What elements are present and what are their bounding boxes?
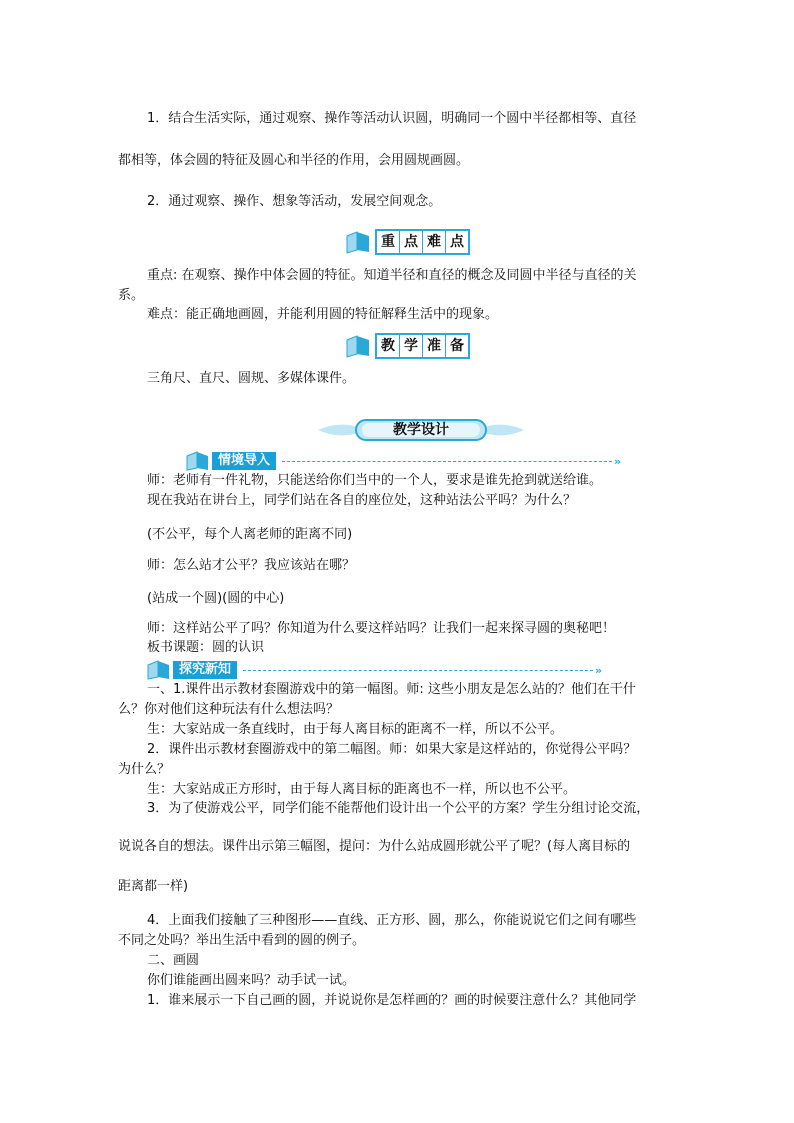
badge-char: 难 (423, 231, 446, 253)
difficulty-line: 难点：能正确地画圆，并能利用圆的特征解释生活中的现象。 (147, 307, 499, 322)
book-icon (186, 451, 210, 471)
preparation-badge (375, 333, 470, 359)
explore-line: 3．为了使游戏公平，同学们能不能帮他们设计出一个公平的方案？学生分组讨论交流， (147, 801, 650, 816)
explore-line: 为什么？ (118, 762, 171, 777)
dialog-line: 板书课题：圆的认识 (147, 640, 265, 655)
dialog-line: (站成一个圆)(圆的中心) (147, 591, 285, 606)
badge-char: 准 (423, 335, 446, 357)
explore-line: 么？你对他们这种玩法有什么想法吗？ (118, 702, 340, 717)
divider (282, 461, 612, 462)
explore-line: 1．谁来展示一下自己画的圆，并说说你是怎样画的？画的时候要注意什么？其他同学 (147, 993, 637, 1008)
badge-char: 学 (400, 335, 423, 357)
preparation-text: 三角尺、直尺、圆规、多媒体课件。 (147, 371, 356, 386)
intro-tag (186, 451, 621, 471)
explore-line: 你们谁能画出圆来吗？动手试一试。 (147, 973, 356, 988)
explore-tag-label: 探究新知 (173, 661, 237, 679)
explore-line: 不同之处吗？举出生活中看到的圆的例子。 (118, 933, 366, 948)
key-points-badge (375, 229, 470, 255)
banner-title: 教学设计 (393, 422, 449, 438)
book-icon (345, 230, 371, 254)
key-points-heading (345, 229, 470, 255)
explore-line: 说说各自的想法。课件出示第三幅图，提问：为什么站成圆形就公平了呢？(每人离目标的 (118, 839, 631, 854)
book-icon (147, 660, 171, 680)
section-heading: 二、画圆 (147, 953, 200, 968)
explore-line: 一、1.课件出示教材套圈游戏中的第一幅图。师: 这些小朋友是怎么站的？他们在干什 (147, 682, 636, 697)
intro-tag-label: 情境导入 (212, 452, 276, 470)
teaching-design-banner (318, 417, 524, 443)
dialog-line: 师：这样站公平了吗？你知道为什么要这样站吗？让我们一起来探寻圆的奥秘吧！ (147, 621, 616, 636)
objective-1-line-2: 都相等，体会圆的特征及圆心和半径的作用，会用圆规画圆。 (118, 153, 470, 168)
explore-line: 距离都一样) (118, 879, 189, 894)
double-arrow-icon: » (595, 663, 603, 677)
key-point-line-1: 重点: 在观察、操作中体会圆的特征。知道半径和直径的概念及同圆中半径与直径的关 (147, 268, 637, 283)
dialog-line: 师：怎么站才公平？我应该站在哪？ (147, 558, 356, 573)
dialog-line: (不公平，每个人离老师的距离不同) (147, 527, 353, 542)
divider (243, 670, 593, 671)
explore-line: 4．上面我们接触了三种图形——直线、正方形、圆，那么，你能说说它们之间有哪些 (147, 913, 637, 928)
badge-char: 点 (450, 234, 464, 250)
badge-char: 教 (377, 335, 400, 357)
explore-line: 生：大家站成正方形时，由于每人离目标的距离也不一样，所以也不公平。 (147, 782, 577, 797)
badge-char: 重 (377, 231, 400, 253)
explore-line: 生：大家站成一条直线时，由于每人离目标的距离不一样，所以不公平。 (147, 722, 564, 737)
double-arrow-icon: » (614, 454, 622, 468)
key-point-line-2: 系。 (118, 288, 145, 303)
dialog-line: 现在我站在讲台上，同学们站在各自的座位处，这种站法公平吗？为什么？ (147, 493, 577, 508)
preparation-heading (345, 333, 470, 359)
book-icon (345, 334, 371, 358)
badge-char: 备 (450, 338, 464, 354)
explore-line: 2．课件出示教材套圈游戏中的第二幅图。师：如果大家是这样站的，你觉得公平吗？ (147, 742, 637, 757)
objective-2: 2．通过观察、操作、想象等活动，发展空间观念。 (147, 194, 442, 209)
dialog-line: 师：老师有一件礼物，只能送给你们当中的一个人，要求是谁先抢到就送给谁。 (147, 473, 603, 488)
objective-1-line-1: 1．结合生活实际，通过观察、操作等活动认识圆，明确同一个圆中半径都相等、直径 (147, 111, 637, 126)
explore-tag (147, 660, 602, 680)
badge-char: 点 (400, 231, 423, 253)
